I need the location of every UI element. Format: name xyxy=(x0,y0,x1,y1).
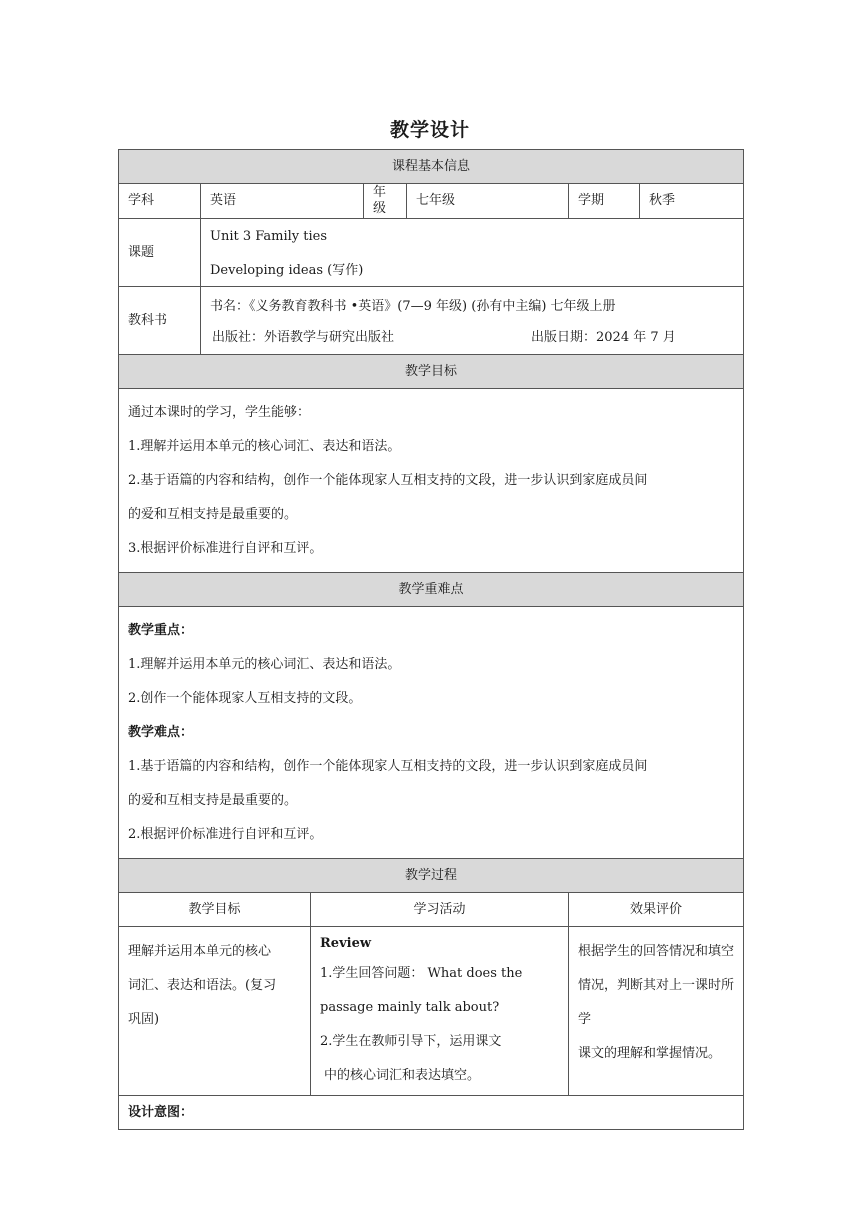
eval-line: 根据学生的回答情况和填空 xyxy=(578,944,735,959)
section-header-objectives: 教学目标 xyxy=(119,355,744,389)
objective-item: 的爱和互相支持是最重要的。 xyxy=(128,507,298,522)
focus-item: 1.理解并运用本单元的核心词汇、表达和语法。 xyxy=(128,657,401,672)
section-header-basic-info: 课程基本信息 xyxy=(119,150,744,184)
page-title: 教学设计 xyxy=(389,119,470,141)
eval-line: 课文的理解和掌握情况。 xyxy=(578,1046,722,1061)
eval-line: 情况，判断其对上一课时所学 xyxy=(578,978,735,1027)
grade-label: 年级 xyxy=(364,184,407,219)
activity-line: 2.学生在教师引导下，运用课文 xyxy=(320,1034,502,1049)
subject-value: 英语 xyxy=(201,184,364,219)
publisher: 出版社：外语教学与研究出版社 xyxy=(212,330,395,345)
section-header-process: 教学过程 xyxy=(119,859,744,893)
activity-line: 1.学生回答问题： What does the xyxy=(320,966,523,981)
topic-lesson: Developing ideas (写作) xyxy=(210,263,364,278)
topic-label: 课题 xyxy=(119,219,201,287)
activity-line: 中的核心词汇和表达填空。 xyxy=(324,1068,481,1083)
objective-item: 3.根据评价标准进行自评和互评。 xyxy=(128,541,323,556)
activity-title: Review xyxy=(320,936,372,951)
goal-line: 词汇、表达和语法。(复习 xyxy=(128,978,277,993)
objectives-intro: 通过本课时的学习，学生能够： xyxy=(128,405,311,420)
process-col-eval: 效果评价 xyxy=(569,893,744,927)
objective-item: 1.理解并运用本单元的核心词汇、表达和语法。 xyxy=(128,439,401,454)
difficulty-item: 2.根据评价标准进行自评和互评。 xyxy=(128,827,323,842)
grade-value: 七年级 xyxy=(407,184,569,219)
difficulty-item: 的爱和互相支持是最重要的。 xyxy=(128,793,298,808)
difficulty-item: 1.基于语篇的内容和结构，创作一个能体现家人互相支持的文段，进一步认识到家庭成员间 xyxy=(128,759,648,774)
goal-line: 理解并运用本单元的核心 xyxy=(128,944,272,959)
section-header-keypoints: 教学重难点 xyxy=(119,573,744,607)
focus-item: 2.创作一个能体现家人互相支持的文段。 xyxy=(128,691,362,706)
lesson-design-table xyxy=(118,149,744,1130)
goal-line: 巩固) xyxy=(128,1012,160,1027)
term-label: 学期 xyxy=(569,184,640,219)
process-col-goal: 教学目标 xyxy=(119,893,311,927)
textbook-name: 书名：《义务教育教科书 •英语》(7—9 年级) (孙有中主编) 七年级上册 xyxy=(210,299,616,314)
activity-line: passage mainly talk about? xyxy=(320,1000,500,1015)
difficulty-label: 教学难点： xyxy=(128,725,194,740)
textbook-label: 教科书 xyxy=(119,287,201,355)
term-value: 秋季 xyxy=(640,184,744,219)
publish-date: 出版日期：2024 年 7 月 xyxy=(531,330,676,345)
topic-unit: Unit 3 Family ties xyxy=(210,229,327,244)
objective-item: 2.基于语篇的内容和结构，创作一个能体现家人互相支持的文段，进一步认识到家庭成员间 xyxy=(128,473,648,488)
design-intent-label: 设计意图： xyxy=(119,1096,744,1130)
focus-label: 教学重点： xyxy=(128,623,194,638)
subject-label: 学科 xyxy=(119,184,201,219)
process-col-activity: 学习活动 xyxy=(311,893,569,927)
